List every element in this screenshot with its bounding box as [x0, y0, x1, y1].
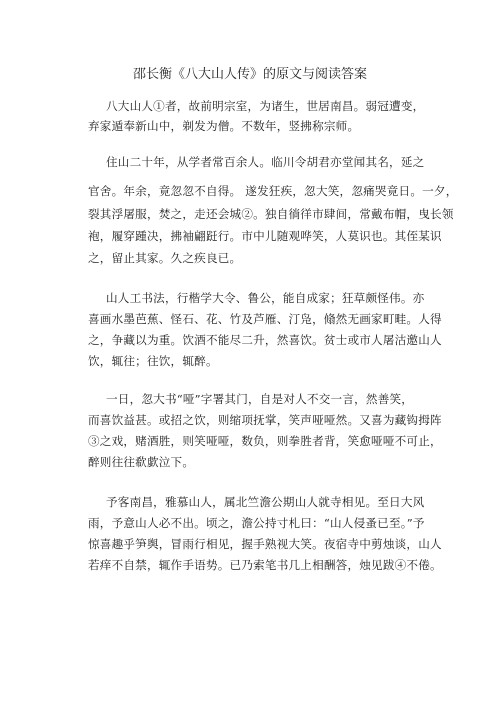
- p4-line-2: 而喜饮益甚。或招之饮，则缩项抚掌，笑声哑哑然。又喜为藏钩拇阵: [88, 413, 442, 427]
- p4-line-4: 醉则往往欷歔泣下。: [88, 455, 195, 469]
- p4-line-3: ③之戏，赌酒胜，则笑哑哑，数负，则拳胜者背，笑愈哑哑不可止，: [88, 434, 442, 448]
- document-title: 邵长衡《八大山人传》的原文与阅读答案: [132, 67, 367, 82]
- p1-line-1: 八大山人①者，故前明宗室，为诸生，世居南昌。弱冠遭变，: [106, 99, 425, 113]
- p5-line-2: 雨，予意山人必不出。顷之，澹公持寸札曰：“山人侵蚤已至。”予: [88, 516, 425, 530]
- p5-line-3: 惊喜趣乎笋舆，冒雨行相见，握手熟视大笑。夜宿寺中剪烛谈，山人: [88, 537, 442, 551]
- p2-line-3: 裂其浮屠服，焚之，走还会城②。独自徜徉市肆间，常戴布帽，曳长领: [88, 207, 454, 221]
- p3-line-2: 喜画水墨芭蕉、怪石、花、竹及芦雁、汀凫，翛然无画家町畦。人得: [88, 312, 442, 326]
- p2-line-2: 官舍。年余，竟忽忽不自得。 遂发狂疾，忽大笑，忽痛哭竟日。一夕，: [88, 184, 458, 198]
- p2-line-1: 住山二十年，从学者常百余人。临川令胡君亦堂闻其名，延之: [106, 155, 425, 169]
- p5-line-4: 若痒不自禁，辄作手语势。已乃索笔书几上相酬答，烛见跋④不倦。: [88, 558, 442, 572]
- p5-line-1: 予客南昌，雅慕山人，属北竺澹公期山人就寺相见。至日大风: [106, 495, 425, 509]
- p3-line-3: 之，争藏以为重。饮酒不能尽二升，然喜饮。贫士或市人屠沽邀山人: [88, 333, 442, 347]
- p3-line-4: 饮，辄往；往饮，辄醉。: [88, 354, 218, 368]
- p4-line-1: 一日，忽大书“哑”字署其门，自是对人不交一言，然善笑，: [106, 392, 414, 406]
- p2-line-5: 之，留止其家。久之疾良已。: [88, 251, 242, 265]
- p2-line-4: 袍，履穿踵决，拂袖翩跹行。市中儿随观哗笑，人莫识也。其侄某识: [88, 229, 442, 243]
- p1-line-2: 弃家遁奉新山中，剃发为僧。不数年，竖拂称宗师。: [88, 119, 360, 133]
- p3-line-1: 山人工书法，行楷学大令、鲁公，能自成家；狂草颇怪伟。亦: [106, 291, 425, 305]
